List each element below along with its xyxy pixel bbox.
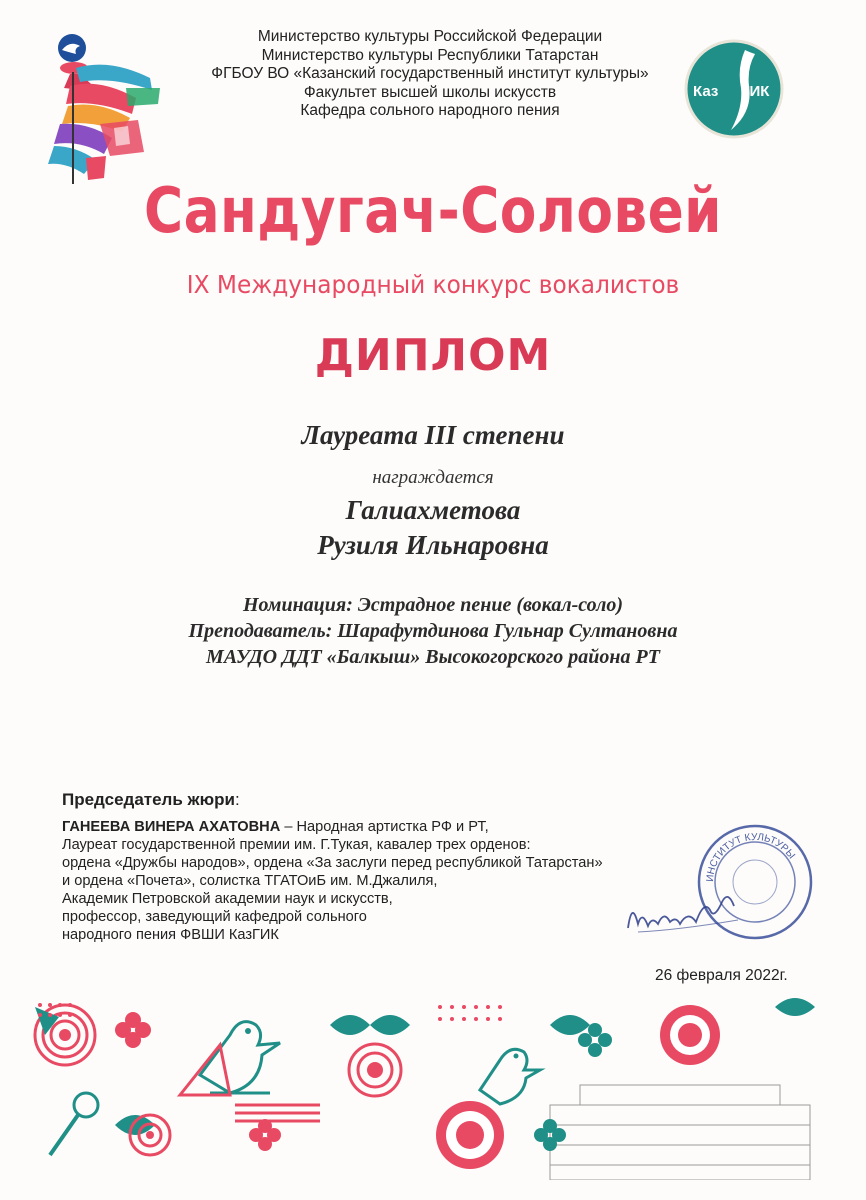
jury-line: народного пения ФВШИ КазГИК — [62, 927, 279, 943]
jury-line: ордена «Дружбы народов», ордена «За заслуги перед республикой Татарстан» — [62, 855, 603, 871]
institution-line: МАУДО ДДТ «Балкыш» Высокогорского района РТ — [206, 646, 660, 668]
jury-chair-name: ГАНЕЕВА ВИНЕРА АХАТОВНА — [62, 819, 281, 835]
ornament-band — [30, 995, 840, 1180]
jury-line: Лауреат государственной премии им. Г.Тукая, кавалер трех орденов: — [62, 837, 531, 853]
jury-title: – Народная артистка РФ и РТ, — [280, 819, 489, 835]
issue-date: 26 февраля 2022г. — [655, 967, 788, 984]
stamp-text: ИНСТИТУТ КУЛЬТУРЫ — [704, 831, 797, 883]
jury-heading — [62, 790, 240, 810]
contest-title: Сандугач-Соловей — [144, 174, 722, 247]
jury-line: профессор, заведующий кафедрой сольного — [62, 909, 367, 925]
svg-text:ГИК: ГИК — [741, 83, 770, 100]
sun-ornament — [660, 1005, 720, 1065]
nomination-line: Номинация: Эстрадное пение (вокал-соло) — [242, 594, 624, 616]
jury-line — [62, 818, 702, 836]
organizations-block — [170, 28, 690, 121]
bird-ornament — [180, 1022, 280, 1095]
org-line: Кафедра сольного народного пения — [300, 102, 560, 119]
festival-logo — [40, 28, 170, 188]
kazgik-logo — [683, 38, 785, 140]
document-type: ДИПЛОМ — [314, 330, 552, 381]
svg-text:Каз: Каз — [693, 83, 719, 100]
microphone-ornament — [50, 1093, 98, 1155]
awarded-label: награждается — [372, 467, 494, 488]
recipient-given-names: Рузиля Ильнаровна — [317, 530, 549, 560]
signature — [618, 880, 758, 950]
flower-ornament — [115, 1012, 151, 1048]
contest-subtitle: IX Международный конкурс вокалистов — [186, 270, 680, 299]
teacher-line: Преподаватель: Шарафутдинова Гульнар Султановна — [188, 620, 678, 642]
target-ornament — [35, 1005, 95, 1065]
org-line: ФГБОУ ВО «Казанский государственный институт культуры» — [211, 65, 649, 82]
award-details — [0, 592, 866, 670]
jury-line: Академик Петровской академии наук и искусств, — [62, 891, 393, 907]
org-line: Министерство культуры Российской Федерации — [257, 28, 603, 45]
building-ornament — [550, 1085, 810, 1180]
award-degree: Лауреата III степени — [301, 420, 565, 450]
recipient-surname: Галиахметова — [345, 495, 521, 525]
org-line: Факультет высшей школы искусств — [303, 83, 557, 101]
jury-line: и ордена «Почета», солистка ТГАТОиБ им. М.Джалиля, — [62, 873, 438, 889]
jury-description — [62, 818, 702, 944]
jury-heading-colon: : — [234, 790, 240, 809]
jury-heading-text: Председатель жюри — [62, 790, 235, 809]
org-line: Министерство культуры Республики Татарстан — [261, 46, 599, 64]
